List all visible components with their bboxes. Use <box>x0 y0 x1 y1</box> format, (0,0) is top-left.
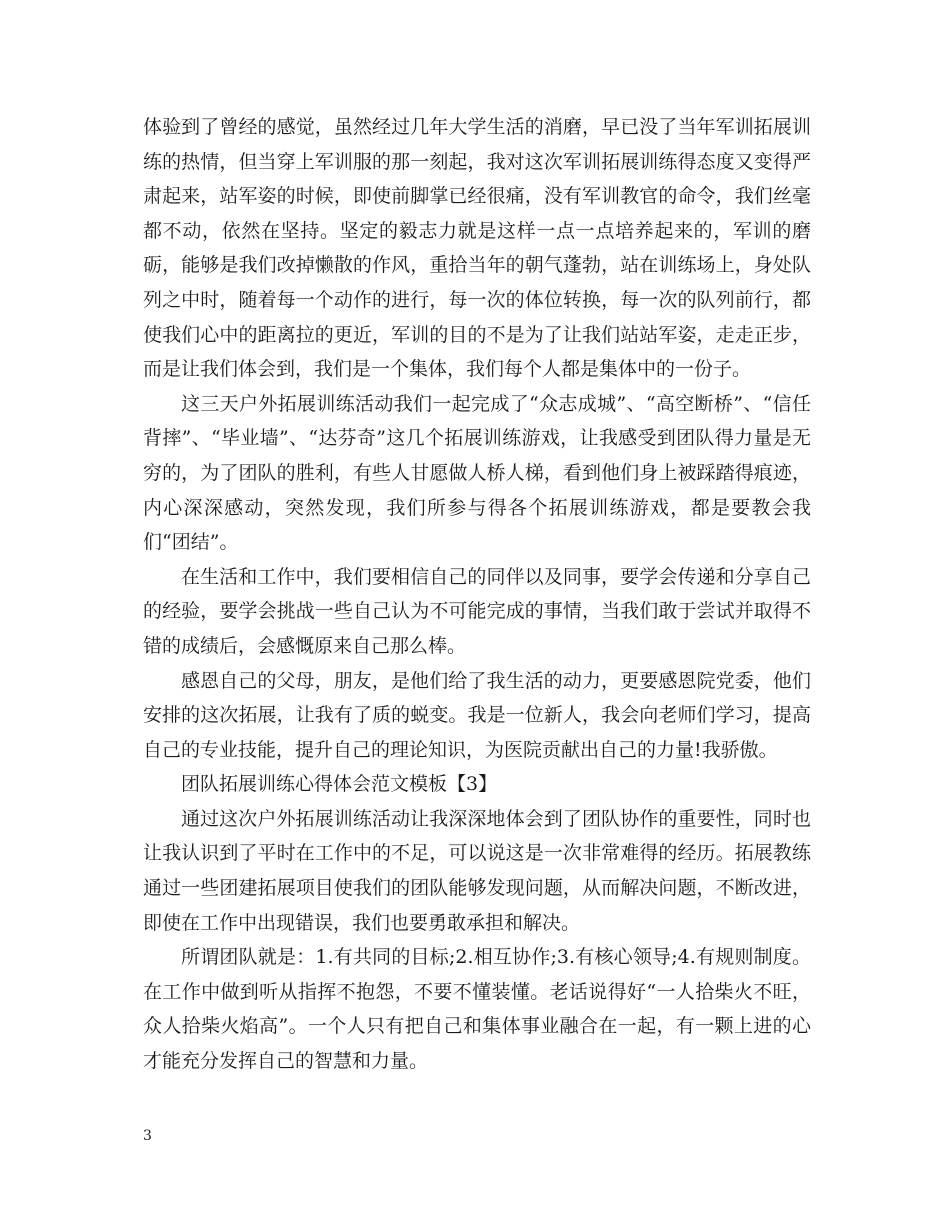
paragraph-gratitude: 感恩自己的父母，朋友，是他们给了我生活的动力，更要感恩院党委，他们安排的这次拓展，让我有了质的蜕变。我是一位新人，我会向老师们学习，提高自己的专业技能，提升自己的理论知识，为医院贡献出自己的力量!我骄傲。 <box>143 669 811 761</box>
page-number: 3 <box>143 1128 152 1144</box>
paragraph-outdoor-activities: 这三天户外拓展训练活动我们一起完成了“众志成城”、“高空断桥”、“信任背摔”、“毕业墙”、“达芬奇”这几个拓展训练游戏，让我感受到团队得力量是无穷的，为了团队的胜利，有些人甘愿做人桥人梯，看到他们身上被踩踏得痕迹，内心深深感动，突然发现，我们所参与得各个拓展训练游戏，都是要教会我们“团结”。 <box>143 392 811 554</box>
paragraph-teamwork-importance: 通过这次户外拓展训练活动让我深深地体会到了团队协作的重要性，同时也让我认识到了平时在工作中的不足，可以说这是一次非常难得的经历。拓展教练通过一些团建拓展项目使我们的团队能够发现问题，从而解决问题，不断改进，即使在工作中出现错误，我们也要勇敢承担和解决。 <box>143 807 811 934</box>
paragraph-team-definition: 所谓团队就是：1.有共同的目标;2.相互协作;3.有核心领导;4.有规则制度。在工作中做到听从指挥不抱怨，不要不懂装懂。老话说得好“一人拾柴火不旺，众人拾柴火焰高”。一个人只有把自己和集体事业融合在一起，有一颗上进的心才能充分发挥自己的智慧和力量。 <box>143 946 811 1073</box>
section-heading: 团队拓展训练心得体会范文模板【3】 <box>181 773 498 796</box>
paragraph-life-and-work: 在生活和工作中，我们要相信自己的同伴以及同事，要学会传递和分享自己的经验，要学会挑战一些自己认为不可能完成的事情，当我们敢于尝试并取得不错的成绩后，会感慨原来自己那么棒。 <box>143 565 811 657</box>
paragraph-continuation: 体验到了曾经的感觉，虽然经过几年大学生活的消磨，早已没了当年军训拓展训练的热情，但当穿上军训服的那一刻起，我对这次军训拓展训练得态度又变得严肃起来，站军姿的时候，即使前脚掌已经很痛，没有军训教官的命令，我们丝毫都不动，依然在坚持。坚定的毅志力就是这样一点一点培养起来的，军训的磨砺，能够是我们改掉懒散的作风，重拾当年的朝气蓬勃，站在训练场上，身处队列之中时，随着每一个动作的进行，每一次的体位转换，每一次的队列前行，都使我们心中的距离拉的更近，军训的目的不是为了让我们站站军姿，走走正步，而是让我们体会到，我们是一个集体，我们每个人都是集体中的一份子。 <box>143 116 811 381</box>
document-body <box>143 110 811 1079</box>
